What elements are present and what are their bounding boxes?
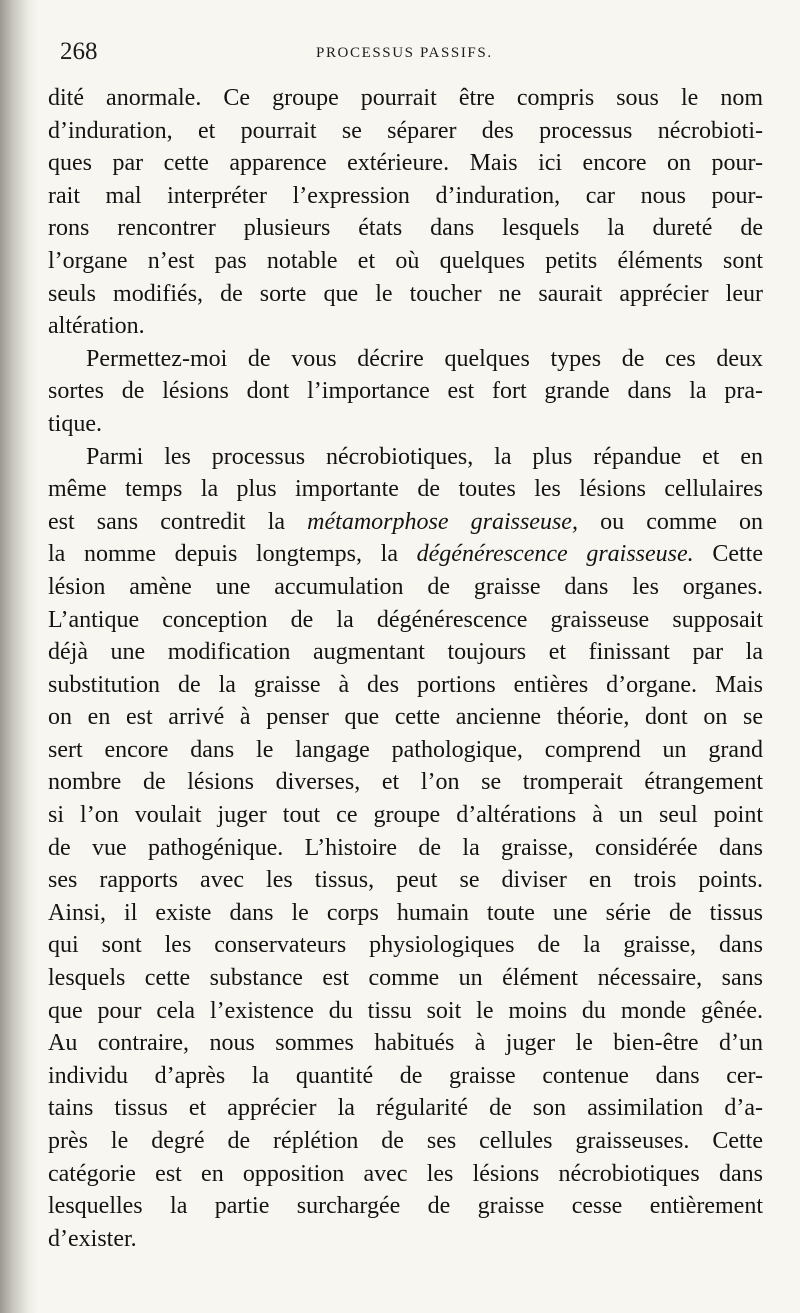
text-line: l’organe n’est pas notable et où quelques petits éléments sont [48, 247, 763, 274]
text-line: sert encore dans le langage pathologique, comprend un grand [48, 736, 763, 763]
text-line: lesquels cette substance est comme un élément nécessaire, sans [48, 965, 763, 992]
text-line: rait mal interpréter l’expression d’induration, car nous pour- [48, 182, 763, 209]
text-line [48, 538, 763, 571]
text-line: d’induration, et pourrait se séparer des processus nécrobioti- [48, 117, 763, 144]
text-line: Permettez-moi de vous décrire quelques types de ces deux [86, 345, 763, 372]
running-head [60, 38, 530, 72]
text-line: Parmi les processus nécrobiotiques, la plus répandue et en [86, 443, 763, 470]
text-line: sortes de lésions dont l’importance est fort grande dans la pra- [48, 378, 763, 405]
text-line: qui sont les conservateurs physiologiques de la graisse, dans [48, 932, 763, 959]
text-line: Au contraire, nous sommes habitués à juger le bien-être d’un [48, 1030, 763, 1057]
text-line: tique. [48, 410, 102, 437]
text-line: dité anormale. Ce groupe pourrait être compris sous le nom [48, 85, 763, 111]
text-line: près le degré de réplétion de ses cellules graisseuses. Cette [48, 1128, 763, 1154]
binding-shadow [0, 0, 38, 1313]
text-line: que pour cela l’existence du tissu soit le moins du monde gênée. [48, 997, 763, 1024]
text-line: nombre de lésions diverses, et l’on se tromperait étrangement [48, 769, 763, 796]
text-line: Ainsi, il existe dans le corps humain toute une série de tissus [48, 899, 763, 926]
body-text [48, 82, 763, 1255]
text-line: altération. [48, 313, 145, 340]
page-number: 268 [60, 38, 98, 65]
text-line: catégorie est en opposition avec les lésions nécrobiotiques dans [48, 1160, 763, 1187]
text-segment: Cette [712, 541, 763, 568]
running-title: PROCESSUS PASSIFS. [316, 45, 493, 61]
italic-term: dégénérescence graisseuse. [416, 541, 694, 568]
text-line: tains tissus et apprécier la régularité de son assimilation d’a- [48, 1095, 763, 1122]
text-line: substitution de la graisse à des portions entières d’organe. Mais [48, 671, 763, 698]
text-line: ques par cette apparence extérieure. Mais ici encore on pour- [48, 150, 763, 177]
text-line: lesquelles la partie surchargée de graisse cesse entièrement [48, 1193, 763, 1220]
text-segment: la nomme depuis longtemps, la [48, 541, 398, 568]
text-line: d’exister. [48, 1225, 137, 1252]
text-segment: est sans contredit la [48, 508, 286, 535]
text-line: déjà une modification augmentant toujours et finissant par la [48, 639, 763, 666]
text-line: rons rencontrer plusieurs états dans lesquels la dureté de [48, 215, 763, 242]
text-line: si l’on voulait juger tout ce groupe d’altérations à un seul point [48, 802, 763, 829]
text-line: seuls modifiés, de sorte que le toucher ne saurait apprécier leur [48, 280, 763, 307]
text-line: L’antique conception de la dégénérescence graisseuse supposait [48, 606, 763, 633]
text-line: même temps la plus importante de toutes les lésions cellulaires [48, 476, 763, 503]
text-line: individu d’après la quantité de graisse contenue dans cer- [48, 1062, 763, 1089]
text-line: ses rapports avec les tissus, peut se diviser en trois points. [48, 867, 763, 894]
text-line: de vue pathogénique. L’histoire de la graisse, considérée dans [48, 834, 763, 861]
text-segment: ou comme on [600, 508, 764, 535]
text-line: on en est arrivé à penser que cette ancienne théorie, dont on se [48, 704, 763, 731]
text-line: lésion amène une accumulation de graisse dans les organes. [48, 573, 763, 600]
italic-term: métamorphose graisseuse, [307, 508, 578, 535]
text-line [48, 506, 763, 539]
